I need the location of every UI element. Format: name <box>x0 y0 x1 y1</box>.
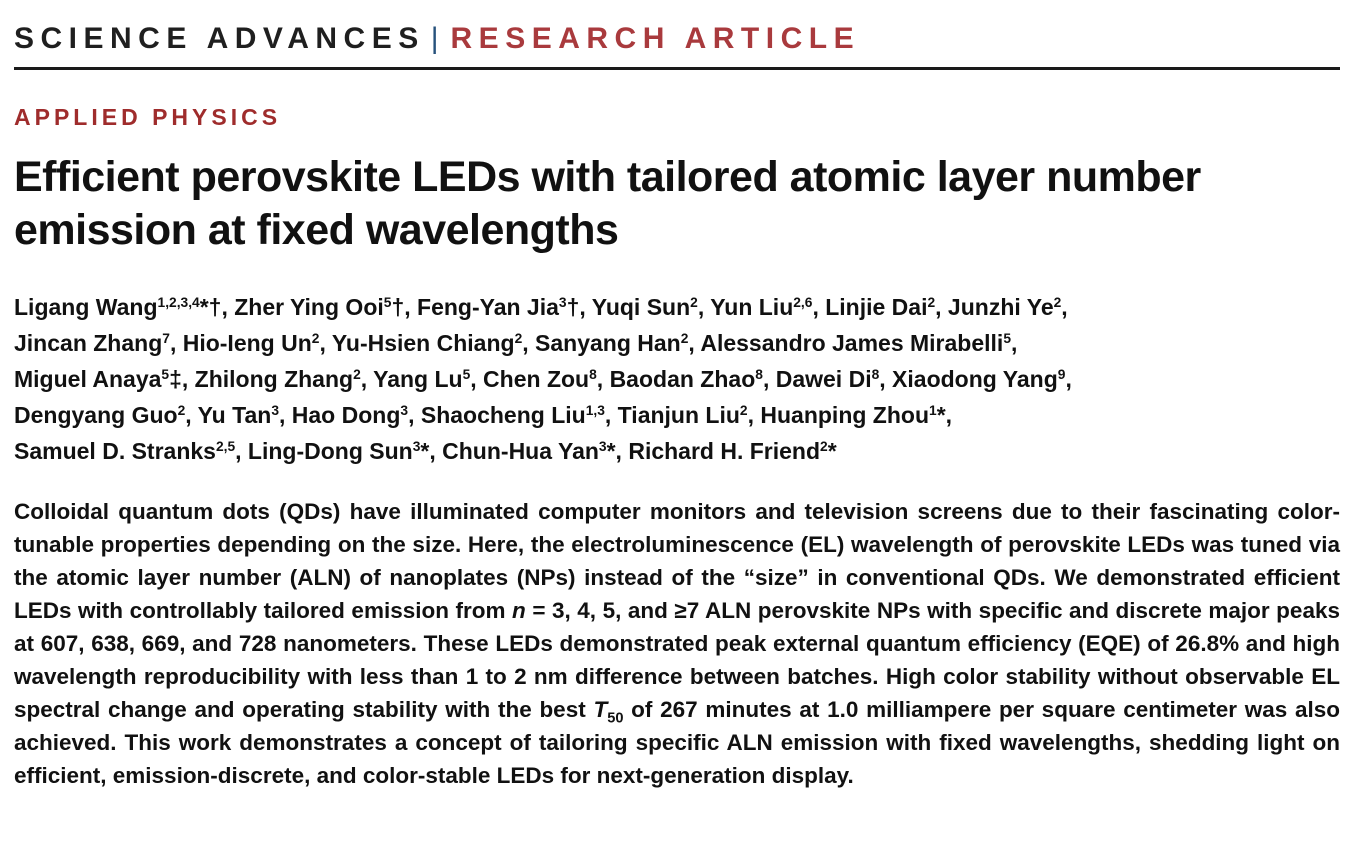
author-line-1: Ligang Wang$^{1,2,3,4}$*†, Zher Ying Ooi$^5$†, Feng-Yan Jia$^3$†, Yuqi Sun$^2$, Yun Liu$^{2,6}$, Linjie Dai$^2$, Junzhi Ye$^2$, <box>14 294 1068 320</box>
author-line-5: Samuel D. Stranks$^{2,5}$, Ling-Dong Sun$^3$*, Chun-Hua Yan$^3$*, Richard H. Friend$^2$* <box>14 438 837 464</box>
section-label: APPLIED PHYSICS <box>14 104 282 130</box>
abstract-text: Colloidal quantum dots (QDs) have illuminated computer monitors and television screens due to their fascinating color-tunable properties depending on the size. Here, the electroluminescence (EL) wavelength of perovskite LEDs was tuned via the atomic layer number (ALN) of nanoplates (NPs) instead of the “size” in conventional QDs. We demonstrated efficient LEDs with controllably tailored emission from n = 3, 4, 5, and ≥7 ALN perovskite NPs with specific and discrete major peaks at 607, 638, 669, and 728 nanometers. These LEDs demonstrated peak external quantum efficiency (EQE) of 26.8% and high wavelength reproducibility with less than 1 to 2 nm difference between batches. High color stability without observable EL spectral change and operating stability with the best $T_{50}$ of 267 minutes at 1.0 milliampere per square centimeter was also achieved. This work demonstrates a concept of tailoring specific ALN emission with fixed wavelengths, shedding light on efficient, emission-discrete, and color-stable LEDs for next-generation display. <box>14 499 1340 788</box>
page-title: Efficient perovskite LEDs with tailored atomic layer number emission at fixed wavelengths <box>14 153 1201 254</box>
author-line-3: Miguel Anaya$^5$‡, Zhilong Zhang$^2$, Yang Lu$^5$, Chen Zou$^8$, Baodan Zhao$^8$, Dawei Di$^8$, Xiaodong Yang$^9$, <box>14 366 1072 392</box>
header-rule <box>14 67 1340 70</box>
article-type-label: RESEARCH ARTICLE <box>450 22 861 55</box>
author-line-2: Jincan Zhang$^7$, Hio-Ieng Un$^2$, Yu-Hsien Chiang$^2$, Sanyang Han$^2$, Alessandro James Mirabelli$^5$, <box>14 330 1018 356</box>
author-line-4: Dengyang Guo$^2$, Yu Tan$^3$, Hao Dong$^3$, Shaocheng Liu$^{1,3}$, Tianjun Liu$^2$, Huanping Zhou$^1$*, <box>14 402 953 428</box>
header-separator-bar: | <box>430 22 439 55</box>
author-list <box>14 289 1340 469</box>
journal-name: SCIENCE ADVANCES <box>14 22 425 55</box>
journal-header <box>14 0 1340 58</box>
